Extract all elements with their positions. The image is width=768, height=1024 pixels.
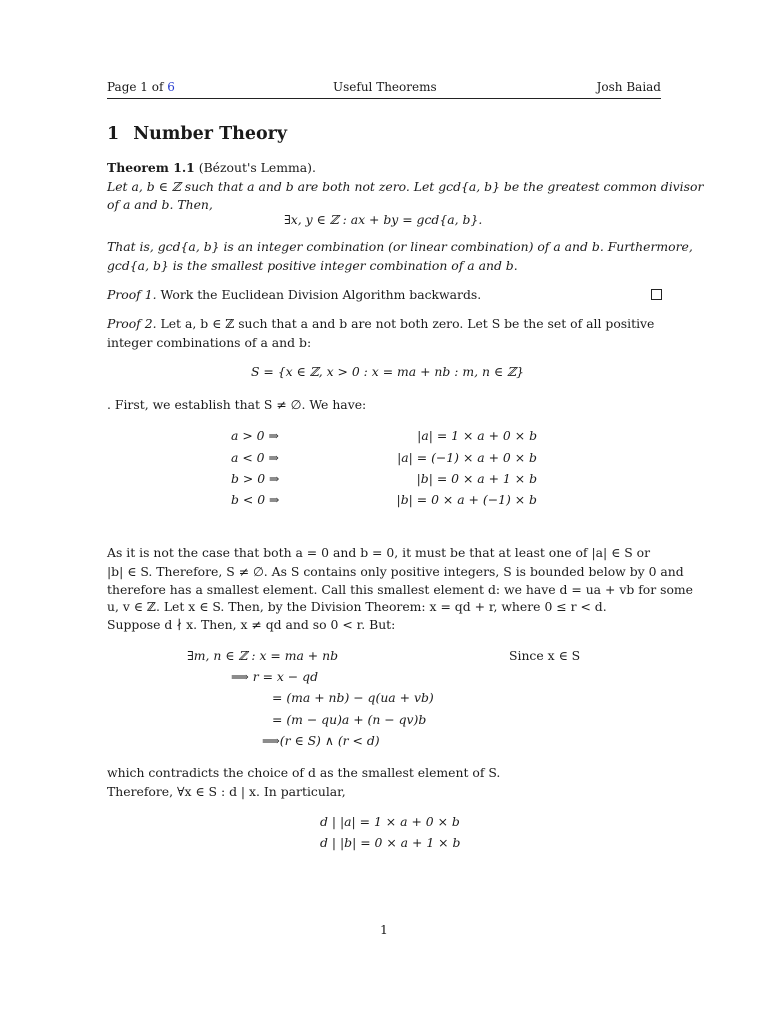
case-result: |a| = (−1) × a + 0 × b — [397, 450, 537, 465]
theorem-label: Theorem 1.1 — [107, 160, 195, 175]
theorem-statement-line-1: Let a, b ∈ ℤ such that a and b are both not zero. Let gcd{a, b} be the greatest common divisor — [107, 179, 704, 194]
document-title: Useful Theorems — [333, 80, 437, 94]
case-condition: b > 0 ⇒ — [231, 471, 280, 486]
derivation-step-3: = (ma + nb) − q(ua + vb) — [272, 690, 434, 705]
theorem-note-line-2: gcd{a, b} is the smallest positive integer combination of a and b. — [107, 258, 518, 273]
derivation-step-5: ⟹(r ∈ S) ∧ (r < d) — [262, 733, 380, 748]
proof-2-label: Proof 2. — [107, 316, 157, 331]
theorem-statement-line-2: of a and b. Then, — [107, 197, 213, 212]
section-number: 1 — [107, 124, 120, 144]
qed-square-icon — [651, 289, 662, 300]
final-equation-1: d | |a| = 1 × a + 0 × b — [320, 814, 460, 829]
page-indicator — [107, 80, 175, 94]
case-result: |b| = 0 × a + 1 × b — [416, 471, 537, 486]
derivation-step-1: ∃m, n ∈ ℤ : x = ma + nb — [187, 648, 339, 663]
page-label: Page 1 of — [107, 80, 164, 94]
para-2-line-5: Suppose d ∤ x. Then, x ≠ qd and so 0 < r. But: — [107, 617, 396, 632]
theorem-note-line-1: That is, gcd{a, b} is an integer combination (or linear combination) of a and b. Furthermore, — [107, 239, 693, 254]
derivation-step-2: ⟹ r = x − qd — [231, 669, 318, 684]
proof-2-line-2: integer combinations of a and b: — [107, 335, 312, 350]
para-3-line-1: which contradicts the choice of d as the smallest element of S. — [107, 765, 501, 780]
proof-2-line-3: . First, we establish that S ≠ ∅. We have: — [107, 397, 367, 412]
proof-2-line-1 — [107, 316, 654, 331]
proof-1-label: Proof 1. — [107, 287, 157, 302]
proof-1-text: Work the Euclidean Division Algorithm backwards. — [160, 287, 482, 302]
page-number: 1 — [380, 922, 388, 937]
para-2-line-4: u, v ∈ ℤ. Let x ∈ S. Then, by the Division Theorem: x = qd + r, where 0 ≤ r < d. — [107, 599, 607, 614]
para-2-line-1: As it is not the case that both a = 0 and b = 0, it must be that at least one of |a| ∈ S or — [107, 545, 651, 560]
proof-2-text-1: Let a, b ∈ ℤ such that a and b are not both zero. Let S be the set of all positive — [160, 316, 655, 331]
section-title: Number Theory — [133, 124, 288, 144]
case-result: |a| = 1 × a + 0 × b — [417, 428, 537, 443]
author-name: Josh Baiad — [596, 80, 661, 94]
derivation-reason-1: Since x ∈ S — [509, 648, 581, 663]
section-heading — [107, 124, 287, 144]
theorem-heading — [107, 160, 316, 175]
case-condition: a < 0 ⇒ — [231, 450, 279, 465]
proof-1 — [107, 287, 481, 302]
case-result: |b| = 0 × a + (−1) × b — [396, 492, 537, 507]
page-total-link[interactable]: 6 — [167, 80, 175, 94]
case-condition: b < 0 ⇒ — [231, 492, 280, 507]
final-equation-2: d | |b| = 0 × a + 1 × b — [320, 835, 461, 850]
set-definition: S = {x ∈ ℤ, x > 0 : x = ma + nb : m, n ∈ ℤ} — [251, 364, 524, 379]
theorem-display-equation: ∃x, y ∈ ℤ : ax + by = gcd{a, b}. — [284, 212, 483, 227]
para-3-line-2: Therefore, ∀x ∈ S : d | x. In particular, — [107, 784, 346, 799]
theorem-name: (Bézout's Lemma). — [198, 160, 316, 175]
case-condition: a > 0 ⇒ — [231, 428, 279, 443]
running-header — [107, 80, 661, 99]
para-2-line-2: |b| ∈ S. Therefore, S ≠ ∅. As S contains only positive integers, S is bounded below by 0 and — [107, 564, 684, 579]
para-2-line-3: therefore has a smallest element. Call this smallest element d: we have d = ua + vb for some — [107, 582, 694, 597]
derivation-step-4: = (m − qu)a + (n − qv)b — [272, 712, 427, 727]
